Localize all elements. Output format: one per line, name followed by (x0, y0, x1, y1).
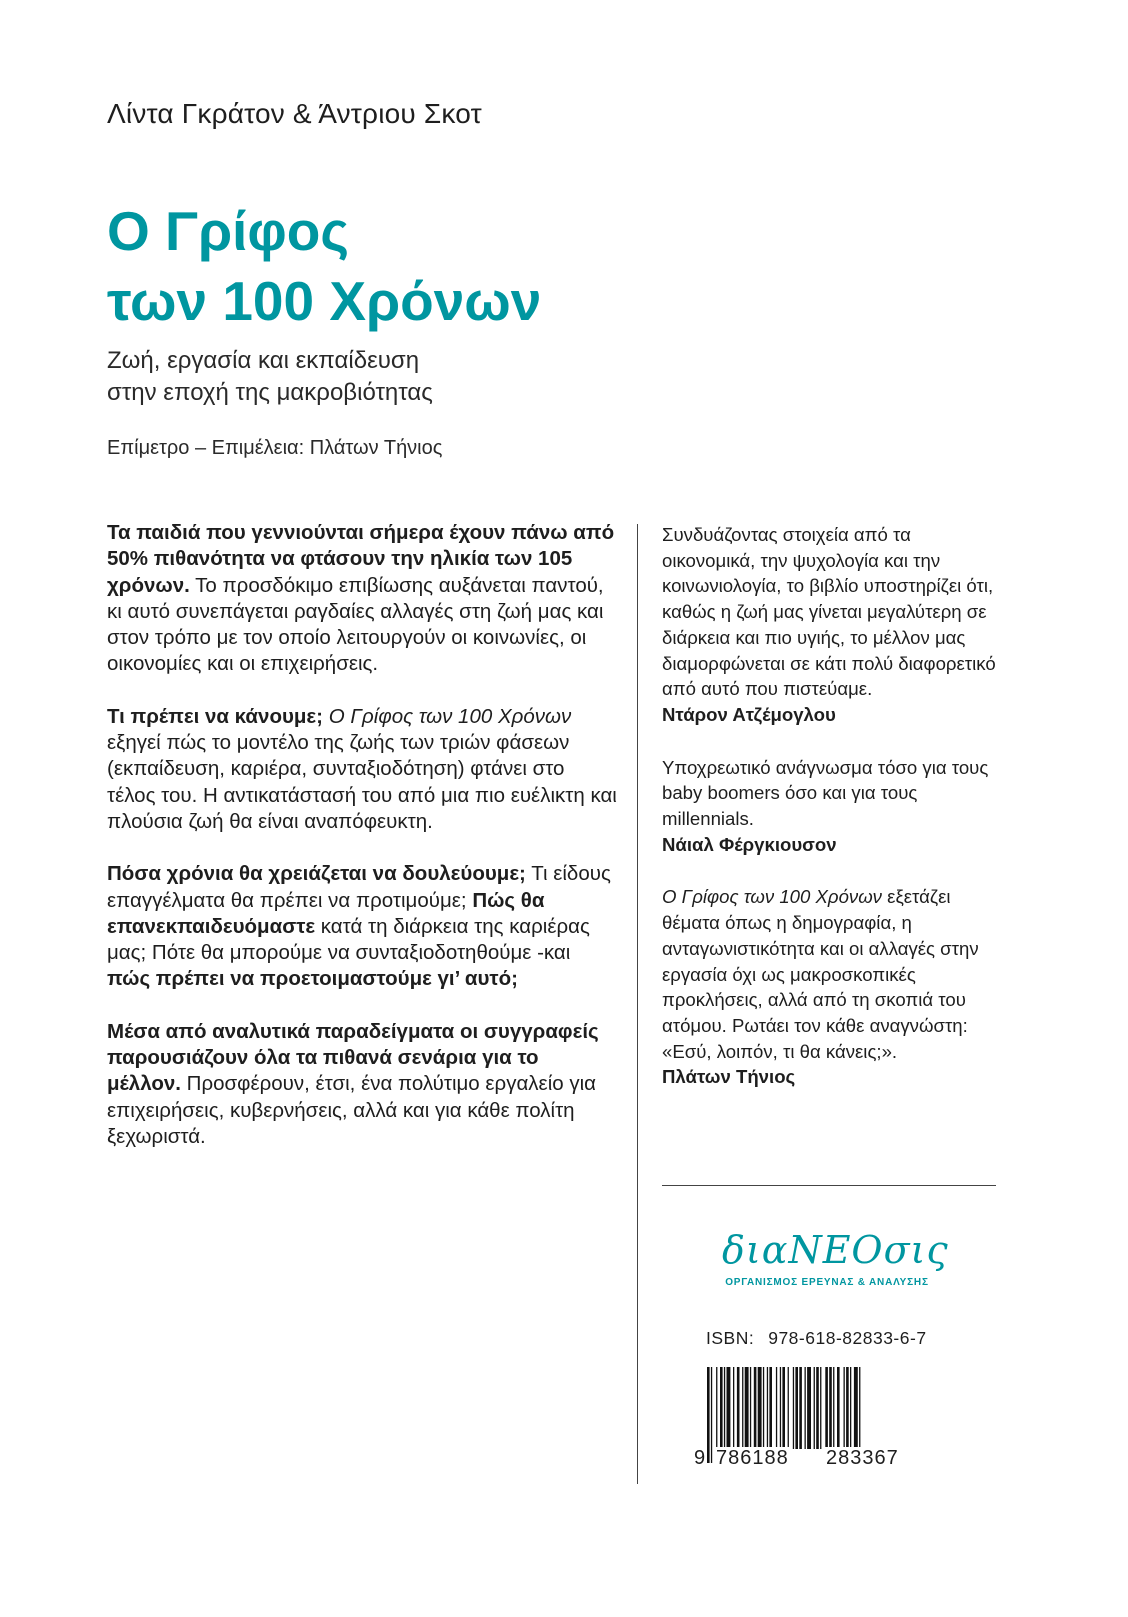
blurb-paragraph-2 (107, 704, 617, 835)
barcode-bar (799, 1367, 802, 1449)
review-text: Συνδυάζοντας στοιχεία από τα οικονομικά, την ψυχολογία και την κοινωνιολογία, το βιβλίο υποστηρίζει ότι, καθώς η ζωή μας γίνεται μεγαλύτερη σε διάρκεια και πιο υγιής, το μέλλον μας διαμορφώνεται σε κάτι πολύ διαφορετικό από αυτό που πιστεύαμε. (662, 524, 996, 700)
isbn-number: 978-618-82833-6-7 (768, 1328, 927, 1348)
column-divider (637, 524, 638, 1484)
barcode-bar (837, 1367, 840, 1449)
barcode-bar (750, 1367, 751, 1449)
barcode-first-digit: 9 (694, 1447, 706, 1469)
barcode-bar (850, 1367, 851, 1449)
barcode-bar (720, 1367, 723, 1449)
barcode-bar (727, 1367, 731, 1449)
review-italic-title: Ο Γρίφος των 100 Χρόνων (662, 886, 882, 908)
barcode-bar (742, 1367, 743, 1449)
blurb-text: Τι είδους επαγγέλματα θα πρέπει να προτιμούμε; (107, 862, 611, 912)
barcode-bar (793, 1367, 794, 1449)
review-source: Πλάτων Τήνιος (662, 1066, 796, 1088)
barcode-digits (695, 1447, 935, 1473)
review-quote-3 (662, 884, 1002, 1090)
blurb-text: εξηγεί πώς το μοντέλο της ζωής των τριών φάσεων (εκπαίδευση, καριέρα, συνταξιοδότηση) φτάνει στο τέλος του. Η αντικατάστασή του από μια πιο ευέλικτη και πλούσια ζωή θα είναι αναπόφευκτη. (107, 731, 617, 833)
barcode-right-digits: 283367 (826, 1447, 899, 1469)
blurb-bold: Πώς θα επανεκπαιδευόμαστε (107, 888, 545, 938)
barcode-bar (795, 1367, 798, 1449)
barcode-bar (780, 1367, 781, 1449)
publisher-logo-tagline: ΟΡΓΑΝΙΣΜΟΣ ΕΡΕΥΝΑΣ & ΑΝΑΛΥΣΗΣ (725, 1277, 929, 1288)
barcode-bar (769, 1367, 772, 1449)
barcode-bar (829, 1367, 832, 1449)
barcode-bar (833, 1367, 834, 1449)
review-text: εξετάζει θέματα όπως η δημογραφία, η ανταγωνιστικότητα και οι αλλαγές στην εργασία όχι ως μακροσκοπικές προκλήσεις, αλλά από τη σκοπιά του ατόμου. Ρωτάει τον κάθε αναγνώστη: «Εσύ, λοιπόν, τι θα κάνεις;». (662, 886, 979, 1062)
review-quote-1 (662, 522, 1002, 728)
isbn-label: ISBN: (706, 1328, 755, 1348)
isbn (706, 1328, 927, 1349)
barcode-bar (716, 1367, 717, 1449)
blurb-paragraph-1 (107, 520, 617, 678)
barcode-bar (754, 1367, 757, 1449)
barcode-bar (745, 1367, 749, 1449)
blurb-text: Προσφέρουν, έτσι, ένα πολύτιμο εργαλείο για επιχειρήσεις, κυβερνήσεις, αλλά και για κάθε πολίτη ξεχωριστά. (107, 1072, 597, 1148)
barcode-bar (763, 1367, 764, 1449)
blurb-text: Το προσδόκιμο επιβίωσης αυξάνεται παντού, κι αυτό συνεπάγεται ραγδαίες αλλαγές στη ζωή μας και στον τρόπο με τον οποίο λειτουργούν οι κοινωνίες, οι οικονομίες και οι επιχειρήσεις. (107, 573, 604, 676)
editor-credit: Επίμετρο – Επιμέλεια: Πλάτων Τήνιος (107, 437, 443, 459)
review-quote-2 (662, 755, 1002, 858)
barcode-bar (825, 1367, 828, 1449)
authors: Λίντα Γκράτον & Άντριου Σκοτ (107, 98, 482, 129)
title-line-1: Ο Γρίφος (107, 200, 349, 262)
blurb-column (107, 520, 617, 1176)
blurb-bold: Πόσα χρόνια θα χρειάζεται να δουλεύουμε; (107, 862, 526, 886)
blurb-paragraph-4 (107, 1019, 617, 1150)
review-source: Νάιαλ Φέργκιουσον (662, 833, 837, 855)
subtitle-line-2: στην εποχή της μακροβιότητας (107, 379, 433, 406)
barcode-bar (776, 1367, 777, 1449)
barcode-bar (724, 1367, 725, 1449)
review-text: Υποχρεωτικό ανάγνωσμα τόσο για τους baby boomers όσο και για τους millennials. (662, 756, 989, 830)
blurb-bold: Τι πρέπει να κάνουμε; (107, 704, 323, 728)
blurb-paragraph-3 (107, 861, 617, 992)
blurb-bold: Τα παιδιά που γεννιούνται σήμερα έχουν πάνω από 50% πιθανότητα να φτάσουν την ηλικία των 105 χρόνων. (107, 521, 615, 597)
barcode-bar (854, 1367, 858, 1449)
barcode-left-digits: 786188 (716, 1447, 789, 1469)
barcode-bar (820, 1367, 821, 1449)
review-source: Ντάρον Ατζέμογλου (662, 703, 836, 725)
blurb-text: κατά τη διάρκεια της καριέρας μας; Πότε θα μπορούμε να συνταξιοδοτηθούμε -και (107, 914, 590, 965)
reviews-column (662, 522, 1002, 1117)
barcode (695, 1367, 935, 1467)
barcode-bar (733, 1367, 734, 1449)
subtitle (107, 345, 433, 409)
reviews-divider (662, 1185, 996, 1186)
barcode-bar (846, 1367, 849, 1449)
barcode-bar (859, 1367, 860, 1449)
blurb-bold: Μέσα από αναλυτικά παραδείγματα οι συγγραφείς παρουσιάζουν όλα τα πιθανά σενάρια για το μέλλον. (107, 1019, 599, 1096)
book-title (107, 196, 541, 336)
barcode-bar (737, 1367, 740, 1449)
barcode-bar (805, 1367, 806, 1449)
publisher-logo (722, 1228, 949, 1288)
barcode-bar (816, 1367, 819, 1449)
blurb-bold: πώς πρέπει να προετοιμαστούμε γι’ αυτό; (107, 967, 518, 991)
blurb-italic-title: Ο Γρίφος των 100 Χρόνων (323, 704, 572, 728)
barcode-bar (758, 1367, 762, 1449)
publisher-logo-wordmark: διαΝΕΟσις (722, 1228, 949, 1272)
barcode-bar (767, 1367, 768, 1449)
barcode-bar (814, 1367, 815, 1449)
barcode-bar (807, 1367, 811, 1449)
title-line-2: των 100 Χρόνων (107, 270, 542, 332)
barcode-bar (844, 1367, 845, 1449)
subtitle-line-1: Ζωή, εργασία και εκπαίδευση (107, 347, 420, 374)
